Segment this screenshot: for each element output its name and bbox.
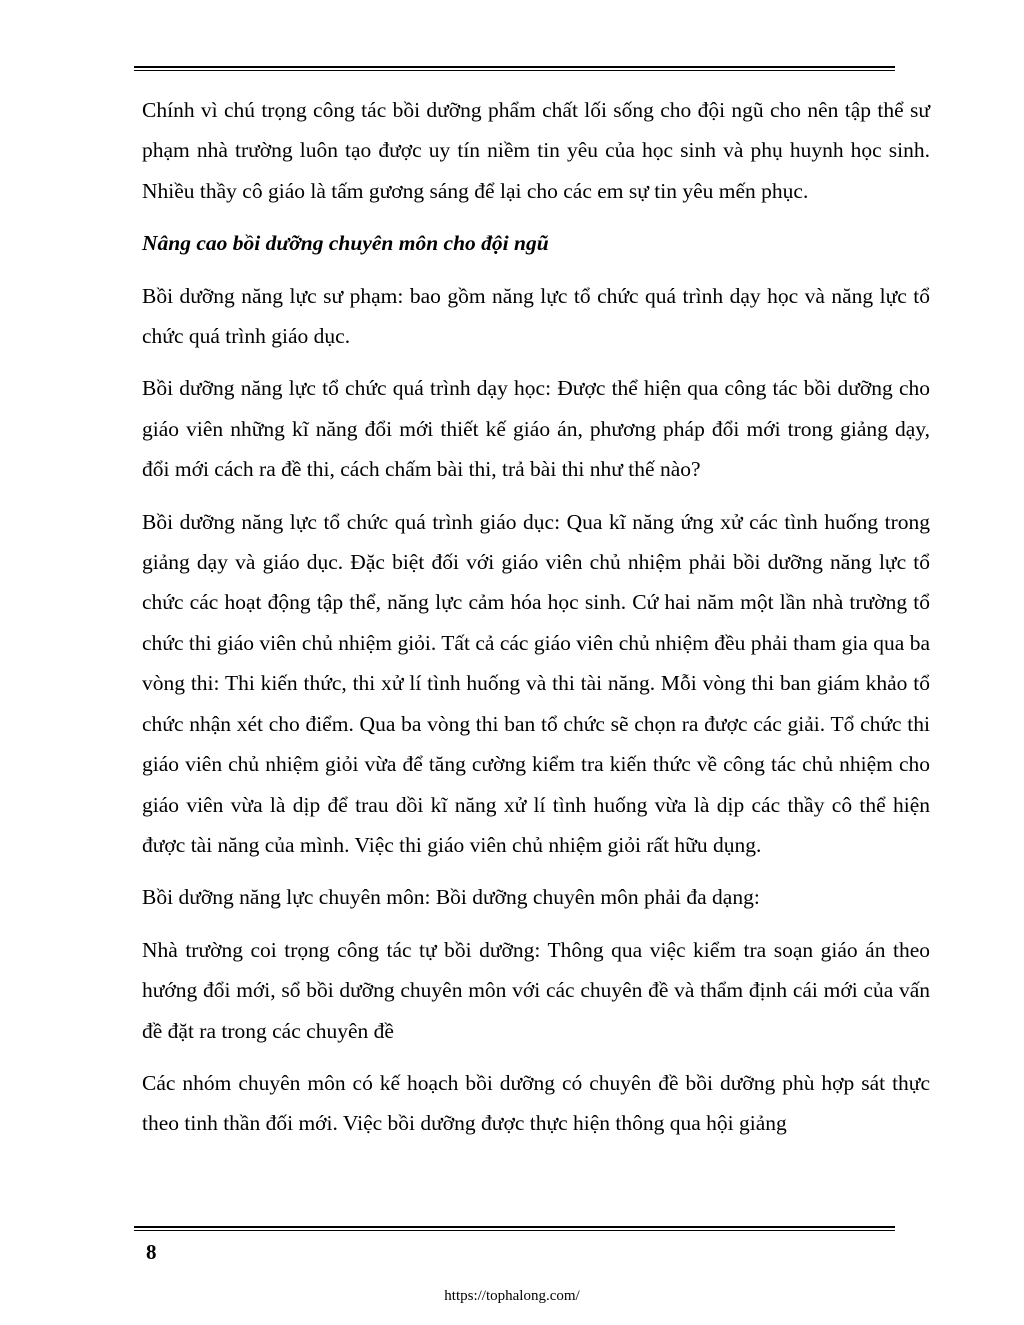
paragraph: Các nhóm chuyên môn có kế hoạch bồi dưỡng có chuyên đề bồi dưỡng phù hợp sát thực theo tinh thần đối mới. Việc bồi dưỡng được thực hiện thông qua hội giảng [142, 1070, 930, 1136]
footer-url[interactable]: https://tophalong.com/ [444, 1288, 580, 1304]
paragraph: Bồi dưỡng năng lực chuyên môn: Bồi dưỡng chuyên môn phải đa dạng: [142, 885, 760, 910]
page-number: 8 [146, 1240, 157, 1264]
paragraph: Bồi dưỡng năng lực sư phạm: bao gồm năng lực tổ chức quá trình dạy học và năng lực tổ chức quá trình giáo dục. [142, 283, 930, 349]
paragraph: Chính vì chú trọng công tác bồi dưỡng phẩm chất lối sống cho đội ngũ cho nên tập thể sư phạm nhà trường luôn tạo được uy tín niềm tin yêu của học sinh và phụ huynh học sinh. Nhiều thầy cô giáo là tấm gương sáng để lại cho các em sự tin yêu mến phục. [142, 98, 930, 203]
section-heading: Nâng cao bồi dưỡng chuyên môn cho đội ngũ [142, 231, 549, 256]
footer-rule [134, 1226, 895, 1231]
page-body [142, 90, 930, 1156]
paragraph: Nhà trường coi trọng công tác tự bồi dưỡng: Thông qua việc kiểm tra soạn giáo án theo hướng đổi mới, sổ bồi dưỡng chuyên môn với các chuyên đề và thẩm định cái mới của vấn đề đặt ra trong các chuyên đề [142, 937, 930, 1043]
paragraph: Bồi dưỡng năng lực tổ chức quá trình dạy học: Được thể hiện qua công tác bồi dưỡng cho giáo viên những kĩ năng đổi mới thiết kế giáo án, phương pháp đổi mới trong giảng dạy, đổi mới cách ra đề thi, cách chấm bài thi, trả bài thi như thế nào? [142, 376, 930, 482]
paragraph: Bồi dưỡng năng lực tổ chức quá trình giáo dục: Qua kĩ năng ứng xử các tình huống trong giảng dạy và giáo dục. Đặc biệt đối với giáo viên chủ nhiệm phải bồi dưỡng năng lực tổ chức các hoạt động tập thể, năng lực cảm hóa học sinh. Cứ hai năm một lần nhà trường tổ chức thi giáo viên chủ nhiệm giỏi. Tất cả các giáo viên chủ nhiệm đều phải tham gia qua ba vòng thi: Thi kiến thức, thi xử lí tình huống và thi tài năng. Mỗi vòng thi ban giám khảo tổ chức nhận xét cho điểm. Qua ba vòng thi ban tổ chức sẽ chọn ra được các giải. Tổ chức thi giáo viên chủ nhiệm giỏi vừa để tăng cường kiểm tra kiến thức về công tác chủ nhiệm cho giáo viên vừa là dịp để trau dồi kĩ năng xử lí tình huống vừa là dịp các thầy cô thể hiện được tài năng của mình. Việc thi giáo viên chủ nhiệm giỏi rất hữu dụng. [142, 509, 930, 857]
header-rule [134, 66, 895, 71]
